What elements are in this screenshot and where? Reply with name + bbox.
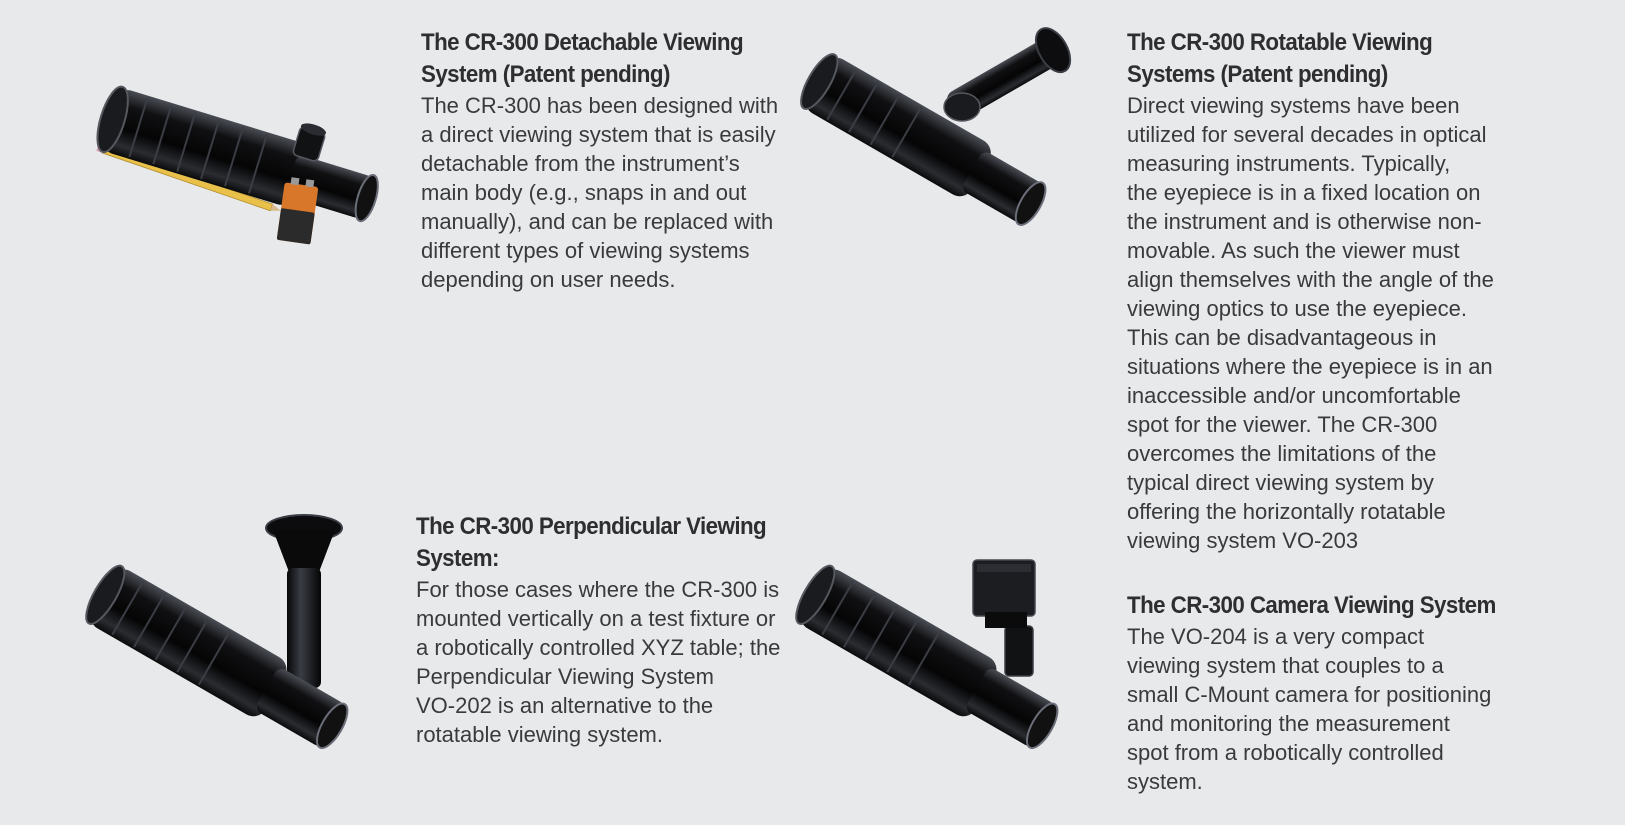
section-title <box>1127 590 1496 622</box>
body-line: movable. As such the viewer must <box>1127 238 1460 263</box>
body-line: a robotically controlled XYZ table; the <box>416 635 781 660</box>
body-line: typical direct viewing system by <box>1127 470 1434 495</box>
title-line: System (Patent pending) <box>421 61 670 88</box>
body-line: situations where the eyepiece is in an <box>1127 354 1493 379</box>
title-line: System: <box>416 545 499 572</box>
rotatable-eyepiece-scope-icon <box>810 35 1090 235</box>
body-line: viewing system VO-203 <box>1127 528 1359 553</box>
body-line: spot for the viewer. The CR-300 <box>1127 412 1438 437</box>
body-line: align themselves with the angle of the <box>1127 267 1494 292</box>
body-line: The VO-204 is a very compact <box>1127 624 1425 649</box>
section-title <box>421 27 753 91</box>
body-line: small C-Mount camera for positioning <box>1127 682 1492 707</box>
detachable-scope-with-pencil-and-battery-icon <box>95 60 395 260</box>
body-line: system. <box>1127 769 1203 794</box>
body-line: Direct viewing systems have been <box>1127 93 1460 118</box>
body-line: main body (e.g., snaps in and out <box>421 180 747 205</box>
body-line: The CR-300 has been designed with <box>421 93 779 118</box>
body-line: overcomes the limitations of the <box>1127 441 1437 466</box>
section-camera <box>1127 590 1524 796</box>
title-line: The CR-300 Detachable Viewing <box>421 29 744 56</box>
body-line: and monitoring the measurement <box>1127 711 1450 736</box>
body-line: inaccessible and/or uncomfortable <box>1127 383 1461 408</box>
section-title <box>416 511 766 575</box>
section-body <box>1127 622 1524 796</box>
body-line: This can be disadvantageous in <box>1127 325 1437 350</box>
section-title <box>1127 27 1468 91</box>
body-line: depending on user needs. <box>421 267 676 292</box>
body-line: viewing optics to use the eyepiece. <box>1127 296 1467 321</box>
body-line: measuring instruments. Typically, <box>1127 151 1451 176</box>
camera-mounted-scope-icon <box>805 560 1095 775</box>
body-line: rotatable viewing system. <box>416 722 663 747</box>
section-detachable <box>421 27 778 294</box>
title-line: The CR-300 Perpendicular Viewing <box>416 513 767 540</box>
body-line: manually), and can be replaced with <box>421 209 774 234</box>
section-body <box>1127 91 1494 555</box>
body-line: a direct viewing system that is easily <box>421 122 776 147</box>
body-line: detachable from the instrument’s <box>421 151 740 176</box>
perpendicular-eyepiece-scope-icon <box>95 510 385 770</box>
body-line: utilized for several decades in optical <box>1127 122 1487 147</box>
body-line: different types of viewing systems <box>421 238 750 263</box>
title-line: The CR-300 Rotatable Viewing <box>1127 29 1433 56</box>
body-line: Perpendicular Viewing System <box>416 664 714 689</box>
title-line: Systems (Patent pending) <box>1127 61 1388 88</box>
body-line: viewing system that couples to a <box>1127 653 1444 678</box>
section-rotatable <box>1127 27 1494 555</box>
body-line: For those cases where the CR-300 is <box>416 577 780 602</box>
body-line: mounted vertically on a test fixture or <box>416 606 776 631</box>
body-line: VO-202 is an alternative to the <box>416 693 714 718</box>
body-line: the instrument and is otherwise non- <box>1127 209 1482 234</box>
section-body <box>416 575 792 749</box>
body-line: spot from a robotically controlled <box>1127 740 1444 765</box>
section-body <box>421 91 778 294</box>
body-line: offering the horizontally rotatable <box>1127 499 1446 524</box>
body-line: the eyepiece is in a fixed location on <box>1127 180 1481 205</box>
section-perpendicular <box>416 511 792 749</box>
title-line: The CR-300 Camera Viewing System <box>1127 592 1496 619</box>
